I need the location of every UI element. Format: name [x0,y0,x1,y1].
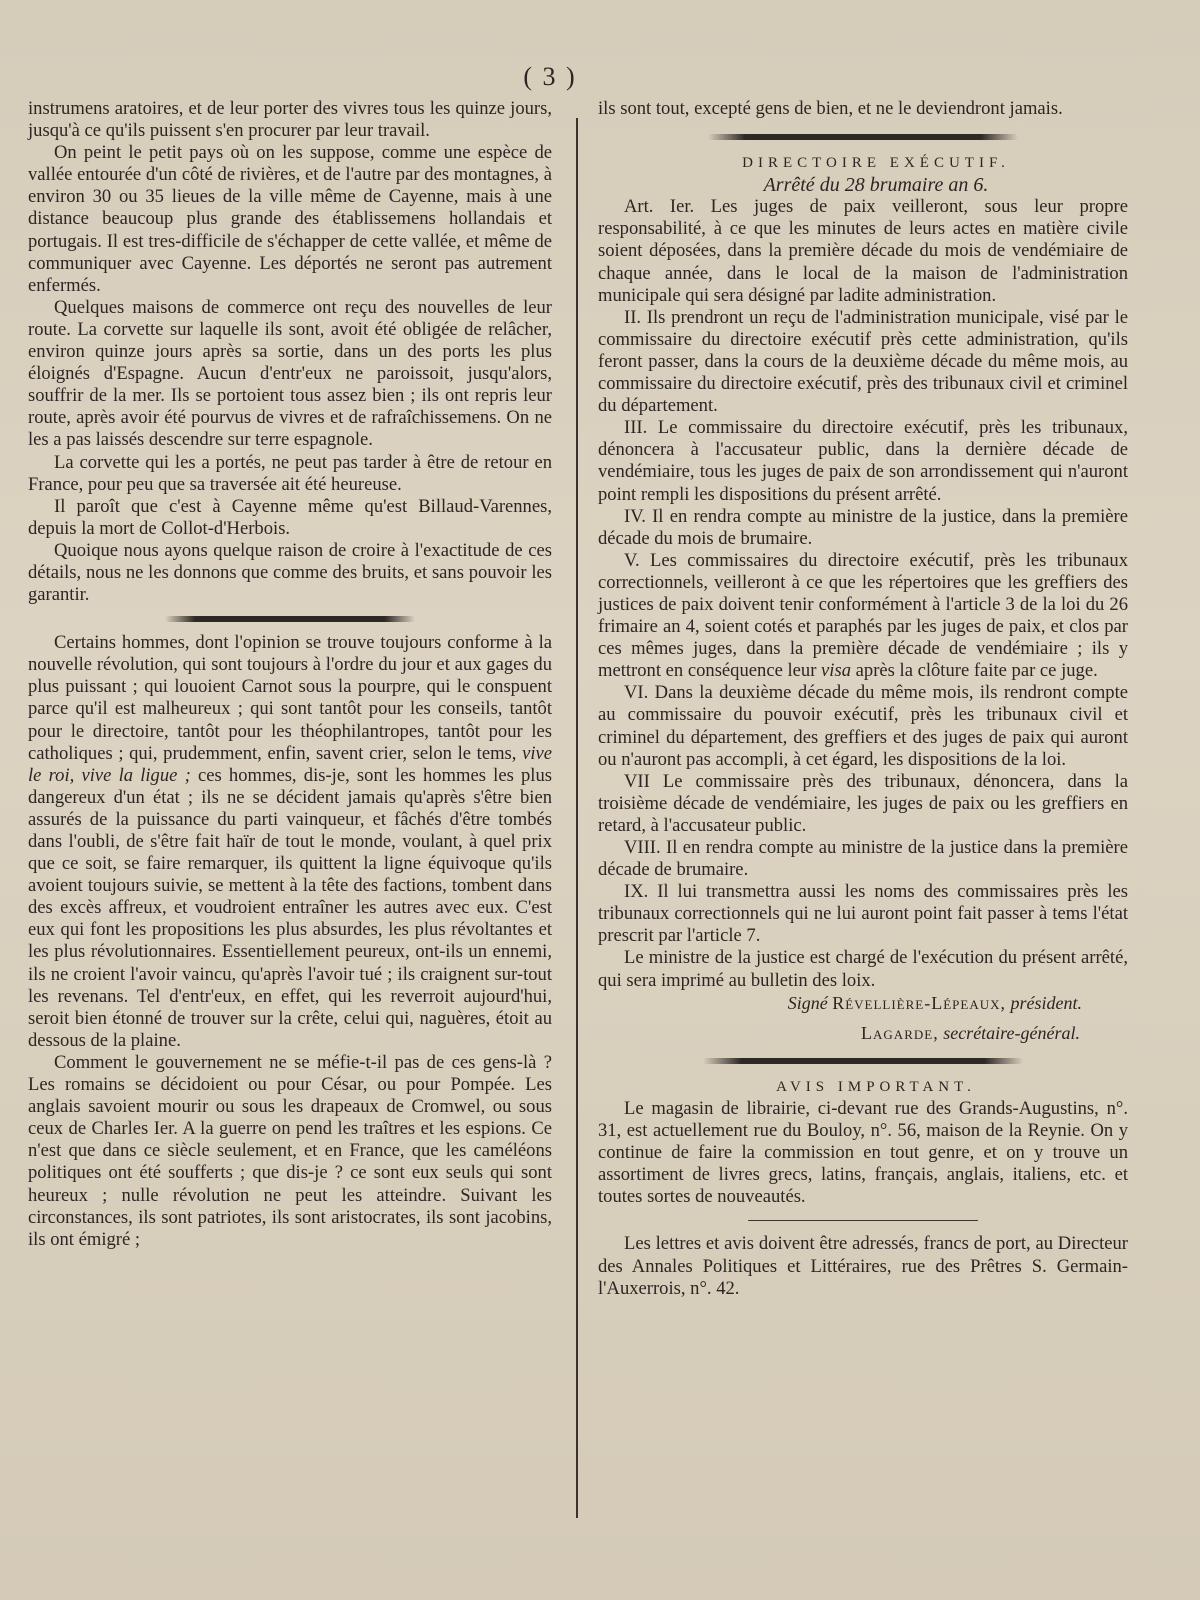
article-3: III. Le commissaire du directoire exécutif, près les tribunaux, dénoncera à l'accusateur public, dans la dernière décade de vendémiaire, tous les juges de paix de son arrondissement qui n'auront point rempli les dispositions du présent arrêté. [598,417,1128,505]
left-column [28,98,552,1251]
signature-secretary-role: secrétaire-général. [943,1022,1080,1043]
article-8: VIII. Il en rendra compte au ministre de la justice dans la première décade de brumaire. [598,837,1128,881]
article-5-part-b: après la clôture faite par ce juge. [851,660,1098,682]
notice-block [598,1076,1128,1209]
left-paragraph-5: Il paroît que c'est à Cayenne même qu'est Billaud-Varennes, depuis la mort de Collot-d'Herbois. [28,495,552,539]
article-5-italic: visa [821,660,851,682]
column-divider [576,118,578,1518]
left-paragraph-7-part-a: Certains hommes, dont l'opinion se trouve toujours conforme à la nouvelle révolution, qui sont toujours à l'ordre du jour et aux gages du plus puissant ; qui louoient Carnot sous la pourpre, qui le conspuent parce qu'il est malheureux ; qui sont tantôt pour les conseils, tantôt pour le directoire, tantôt pour les théophilantropes, tantôt pour les catholiques ; qui, prudemment, enfin, savent crier, selon le tems, [28,632,552,764]
signature-president-name: Révellière-Lépeaux, [832,992,1006,1013]
left-paragraph-7 [28,632,552,1052]
article-2: II. Ils prendront un reçu de l'administration municipale, visé par le commissaire du directoire exécutif près cette administration, qu'ils feront passer, dans la cours de la deuxième décade du même mois, au commissaire du directoire exécutif, près des tribunaux civil et criminel du département. [598,306,1128,417]
article-7: VII Le commissaire près des tribunaux, dénoncera, dans la troisième décade de vendémiaire, les juges de paix ou les greffiers en retard, à l'accusateur public. [598,770,1128,836]
article-5-part-a: V. Les commissaires du directoire exécutif, près les tribunaux correctionnels, veilleront à ce que les répertoires que les greffiers des justices de paix doivent tenir conformément à l'article 3 de la loi du 26 frimaire an 4, soient cotés et paraphés par les juges de paix, et clos par ces mêmes juges, dans la première décade de vendémiaire ; ils y mettront en conséquence leur [598,549,1128,682]
right-column [598,98,1128,1300]
decree-date: Arrêté du 28 brumaire an 6. [763,174,989,197]
notice-title: AVIS IMPORTANT. [776,1078,976,1095]
page-number: ( 3 ) [523,62,577,91]
section-divider-right-2 [703,1058,1023,1064]
left-paragraph-7-italic: vive le roi, vive la ligue ; [28,742,552,786]
signature-president [598,992,1128,1014]
left-paragraph-3: Quelques maisons de commerce ont reçu des nouvelles de leur route. La corvette sur laquelle ils sont, avoit été obligée de relâcher, environ quinze jours après sa sortie, dans un des ports les plus éloignés d'Espagne. Aucun d'entr'eux ne paroissoit, jusqu'alors, souffrir de la mer. Ils se portoient tous assez bien ; ils ont repris leur route, après avoir été pourvus de vivres et de rafraîchissemens. On ne les a pas laissés descendre sur terre espagnole. [28,296,552,451]
article-6: VI. Dans la deuxième décade du même mois, ils rendront compte au commissaire du pouvoir exécutif, près les tribunaux civil et criminel du département, des greffiers et des juges de paix qui auront ou n'auront pas accompli, à cet égard, les dispositions de la loi. [598,682,1128,770]
left-paragraph-4: La corvette qui les a portés, ne peut pas tarder à être de retour en France, pour peu que sa traversée ait été heureuse. [28,451,552,495]
section-divider-right-1 [708,134,1018,140]
article-4: IV. Il en rendra compte au ministre de la justice, dans la première décade du mois de brumaire. [598,505,1128,549]
left-paragraph-1: instrumens aratoires, et de leur porter des vivres tous les quinze jours, jusqu'à ce qu'ils puissent s'en procurer par leur travail. [28,98,552,142]
left-paragraph-6: Quoique nous ayons quelque raison de croire à l'exactitude de ces détails, nous ne les donnons que comme des bruits, et sans pouvoir les garantir. [28,539,552,606]
footer-text: Les lettres et avis doivent être adressés, francs de port, au Directeur des Annales Politiques et Littéraires, rue des Prêtres S. Germain-l'Auxerrois, n°. 42. [598,1233,1128,1299]
footer-divider [748,1220,978,1221]
signature-secretary-name: Lagarde, [861,1022,939,1043]
signature-secretary [598,1022,1128,1044]
section-divider-left [165,616,415,622]
section-title: DIRECTOIRE EXÉCUTIF. [742,155,1010,172]
article-9: IX. Il lui transmettra aussi les noms des commissaires près les tribunaux correctionnels qui ne lui auront point fait passer à tems l'état prescrit par l'article 7. [598,881,1128,947]
left-paragraph-2: On peint le petit pays où on les suppose, comme une espèce de vallée entourée d'un côté de rivières, et de l'autre par des montagnes, à environ 30 ou 35 lieues de la ville même de Cayenne, mais à une distance beaucoup plus grande des établissemens hollandais et portugais. Il est tres-difficile de s'échapper de cette vallée, et même de communiquer avec Cayenne. Les déportés ne seront pas autrement enfermés. [28,142,552,296]
notice-text: Le magasin de librairie, ci-devant rue des Grands-Augustins, n°. 31, est actuellement rue du Bouloy, n°. 56, maison de la Reynie. On y continue de faire la commission en tout genre, et on y trouve un assortiment de livres grecs, latins, français, anglais, italiens, etc. et toutes sortes de nouveautés. [598,1097,1128,1208]
article-1: Art. Ier. Les juges de paix veilleront, sous leur propre responsabilité, à ce que les minutes de leurs actes en matière civile soient déposées, dans la première décade du mois de vendémiaire de chaque année, dans le local de la maison de l'administration municipale qui sera désigné par ladite administration. [598,196,1128,306]
article-5 [598,550,1128,683]
right-continuation: ils sont tout, excepté gens de bien, et ne le deviendront jamais. [598,98,1063,119]
execution-clause: Le ministre de la justice est chargé de l'exécution du présent arrêté, qui sera imprimé au bulletin des loix. [598,947,1128,991]
signature-president-role: président. [1010,992,1082,1013]
left-paragraph-8: Comment le gouvernement ne se méfie-t-il pas de ces gens-là ? Les romains se décidoient ou pour César, ou pour Pompée. Les anglais savoient mourir ou sous les drapeaux de Cromwel, ou sous ceux de Charles Ier. A la guerre on pend les traîtres et les espions. Ce n'est que dans ce siècle seulement, et en France, que les caméléons politiques ont été soufferts ; que dis-je ? ce sont eux seuls qui sont heureux ; nulle révolution ne peut les atteindre. Suivant les circonstances, ils sont patriotes, ils sont aristocrates, ils sont jacobins, ils ont émigré ; [28,1051,552,1250]
left-paragraph-7-part-b: ces hommes, dis-je, sont les hommes les plus dangereux d'un état ; ils ne se décident jamais qu'après s'être bien assurés de la puissance du parti vainqueur, et fâchés d'être tombés dans l'oubli, de s'être fait haïr de tout le monde, voulant, à quel prix que ce soit, se faire remarquer, ils quittent la ligne équivoque qu'ils avoient toujours suivie, se mettent à la tête des factions, tombent dans des excès affreux, et voudroient entraîner les autres avec eux. C'est eux qui font les propositions les plus absurdes, les plus révoltantes et les plus révolutionnaires. Essentiellement peureux, ont-ils un ennemi, ils ne croient l'avoir vaincu, qu'après l'avoir tué ; ils craignent sur-tout les revenans. Tel d'entr'eux, en effet, qui les reverroit aujourd'hui, seroit bien étonné de trouver sur la crête, celui qui, naguères, étoit au dessous de la plaine. [28,764,552,1051]
signature-label: Signé [787,992,828,1013]
